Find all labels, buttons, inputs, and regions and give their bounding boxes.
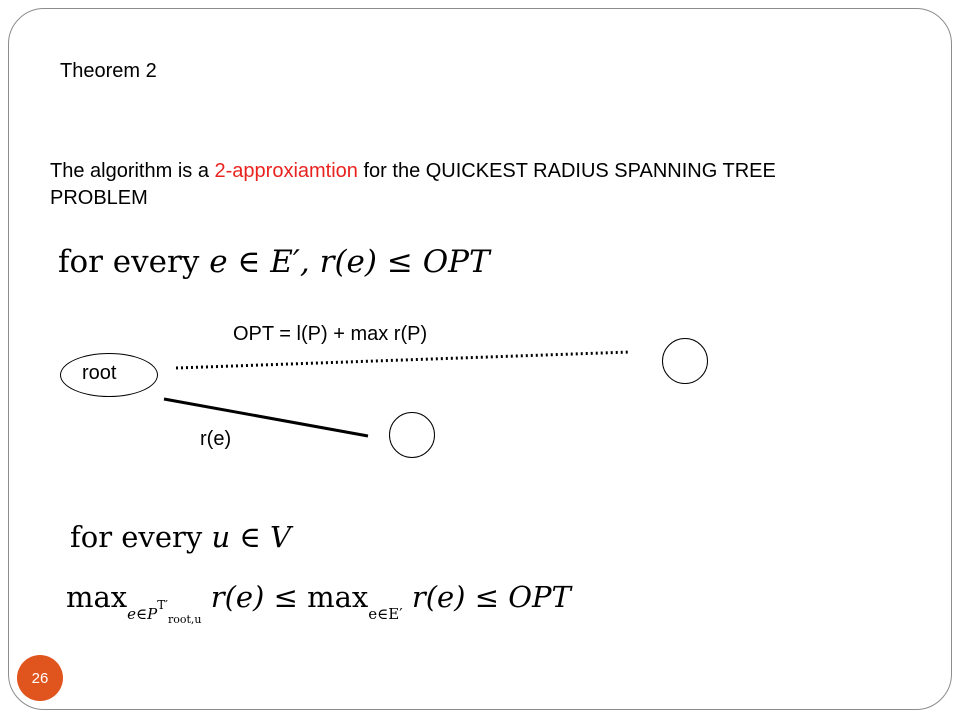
formula-max: max: [66, 580, 128, 614]
formula-subscript-edges: e∈E′: [368, 605, 403, 623]
far-node: [662, 338, 708, 384]
slide-title: Theorem 2: [60, 60, 157, 82]
formula-opt: OPT: [508, 580, 571, 614]
formula-set: V: [270, 520, 291, 554]
formula-max-bound: [66, 580, 571, 626]
approximation-highlight: 2-approxiamtion: [214, 160, 358, 182]
formula-opt: OPT: [422, 244, 490, 280]
formula-in: ∈: [237, 244, 261, 280]
formula-subscript-path: [127, 598, 202, 626]
subscript-path: e∈P: [127, 605, 158, 623]
formula-set: E′,: [270, 244, 310, 280]
formula-leq: ≤: [273, 580, 298, 614]
formula-text: for every: [58, 244, 200, 280]
superscript-tree: T′: [157, 598, 168, 612]
formula-var-u: u: [211, 520, 231, 554]
formula-leq: ≤: [474, 580, 500, 614]
formula-in: ∈: [239, 520, 261, 554]
child-node: [389, 412, 435, 458]
slide-number-badge: 26: [17, 655, 63, 701]
statement-text-start: The algorithm is a: [50, 160, 215, 182]
tree-edge: [164, 399, 368, 436]
formula-for-every-vertex: [70, 520, 291, 554]
statement-text-end: for the QUICKEST RADIUS SPANNING TREE PROBLEM: [50, 160, 776, 209]
formula-r-e: r(e): [319, 244, 377, 280]
root-label: root: [82, 362, 117, 384]
formula-max: max: [307, 580, 369, 614]
formula-leq: ≤: [386, 244, 413, 280]
formula-r-e: r(e): [210, 580, 265, 614]
edge-label: r(e): [200, 428, 232, 450]
formula-var-e: e: [209, 244, 228, 280]
opt-equation: OPT = l(P) + max r(P): [233, 323, 428, 345]
formula-text: for every: [70, 520, 203, 554]
subscript-root-u: root,u: [167, 613, 202, 626]
opt-dotted-path: [176, 352, 630, 368]
formula-r-e: r(e): [411, 580, 466, 614]
